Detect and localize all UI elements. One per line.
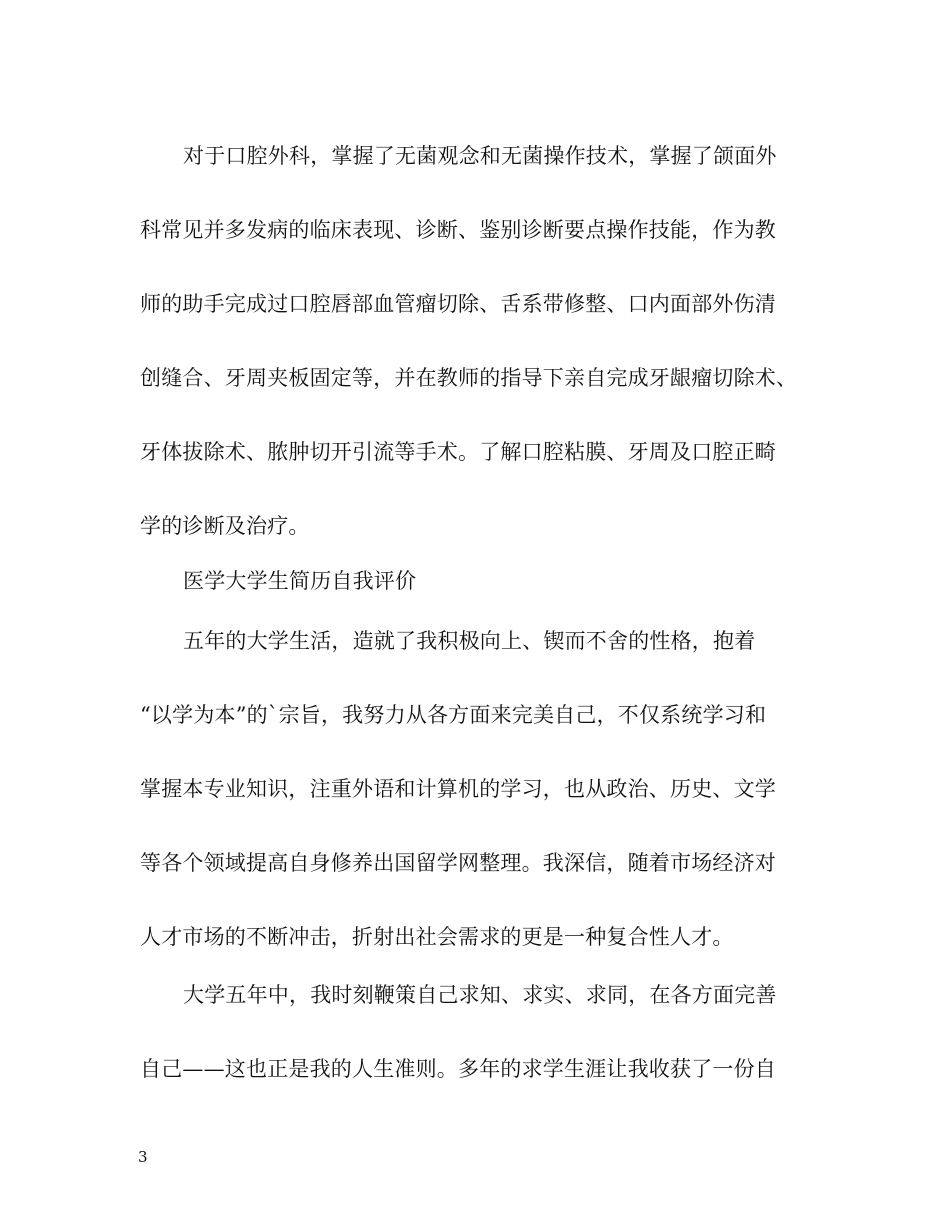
paragraph-line: 师的助手完成过口腔唇部血管瘤切除、舌系带修整、口内面部外伤清 [140, 292, 776, 316]
paragraph-line: 科常见并多发病的临床表现、诊断、鉴别诊断要点操作技能，作为教 [140, 218, 776, 242]
paragraph-line: 学的诊断及治疗。 [140, 514, 310, 538]
paragraph-line: 大学五年中，我时刻鞭策自己求知、求实、求同，在各方面完善 [183, 983, 777, 1007]
page-number: 3 [138, 1148, 148, 1166]
paragraph-line: 牙体拔除术、脓肿切开引流等手术。了解口腔粘膜、牙周及口腔正畸 [140, 440, 776, 464]
paragraph-line: 创缝合、牙周夹板固定等，并在教师的指导下亲自完成牙龈瘤切除术、 [140, 366, 798, 390]
paragraph-line: 五年的大学生活，造就了我积极向上、锲而不舍的性格，抱着 [183, 629, 756, 653]
paragraph-line: 自己——这也正是我的人生准则。多年的求学生涯让我收获了一份自 [140, 1057, 776, 1081]
paragraph-line: 对于口腔外科，掌握了无菌观念和无菌操作技术，掌握了颌面外 [183, 144, 777, 168]
section-heading: 医学大学生简历自我评价 [183, 569, 417, 593]
paragraph-line: 人才市场的不断冲击，折射出社会需求的更是一种复合性人才。 [140, 925, 734, 949]
paragraph-line: “以学为本”的`宗旨，我努力从各方面来完美自己，不仅系统学习和 [140, 703, 767, 727]
paragraph-line: 掌握本专业知识，注重外语和计算机的学习，也从政治、历史、文学 [140, 777, 776, 801]
paragraph-line: 等各个领域提高自身修养出国留学网整理。我深信，随着市场经济对 [140, 851, 776, 875]
